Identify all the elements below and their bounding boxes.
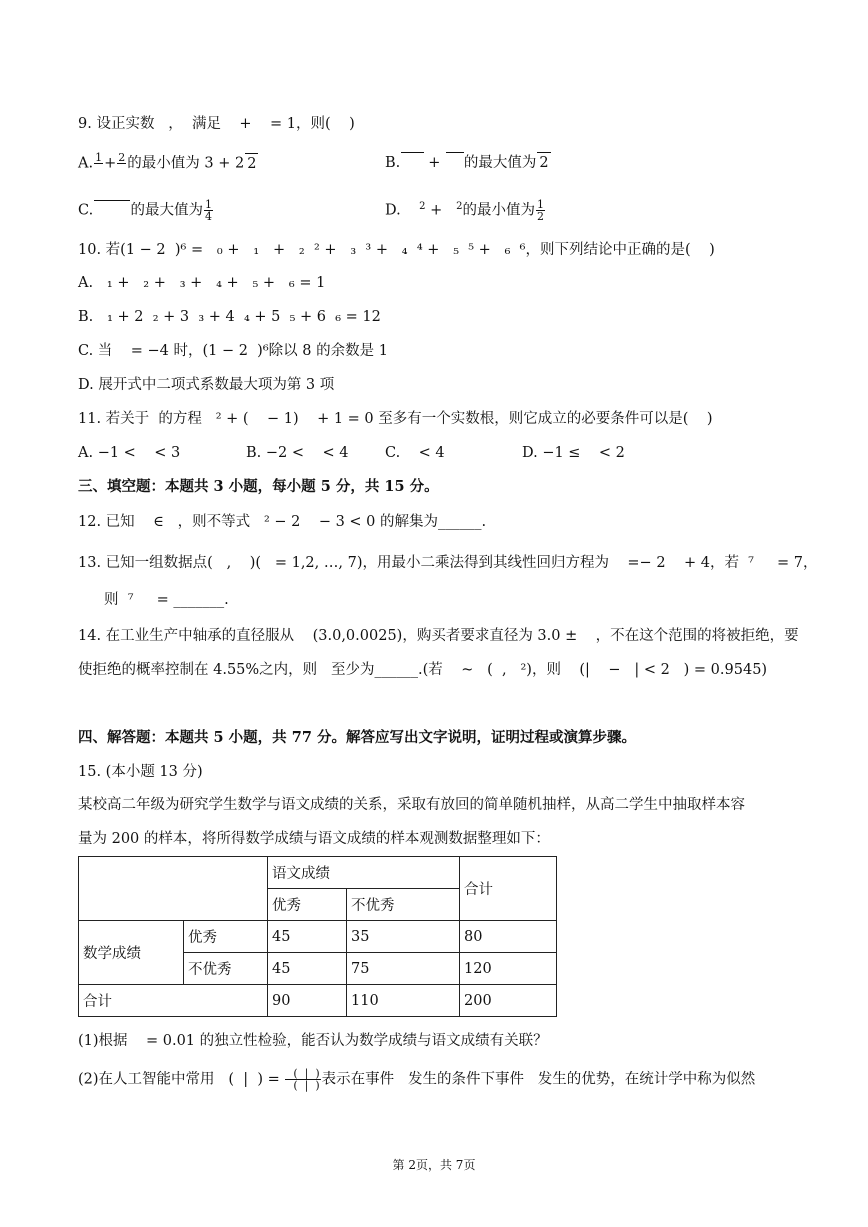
q9-stem: 9. 设正实数 ， 满足 + = 1，则( ) bbox=[78, 116, 355, 132]
sqrt-symbol bbox=[446, 152, 464, 173]
row-label-not-excellent: 不优秀 bbox=[184, 953, 268, 985]
option-label: D. bbox=[385, 202, 420, 219]
table-cell: 80 bbox=[460, 921, 557, 953]
option-text: + bbox=[423, 155, 446, 171]
option-label: A. bbox=[78, 155, 94, 172]
fraction-1-over: 1 bbox=[95, 151, 103, 164]
option-text: 的最小值为 bbox=[462, 202, 535, 219]
row-label-excellent: 优秀 bbox=[184, 921, 268, 953]
q10-stem: 10. 若(1 − 2 )⁶ = ₀ + ₁ + ₂ ² + ₃ ³ + ₄ ⁴ + ₅ ⁵ + ₆ ⁶，则下列结论中正确的是( ) bbox=[78, 242, 715, 258]
option-text: 的最大值为 bbox=[463, 155, 537, 171]
q15-part-2 bbox=[78, 1068, 755, 1091]
table-row bbox=[79, 985, 557, 1017]
q9-option-d: D. $^2$ + $^2$的最小值为 $\frac{1}{2}$ bbox=[385, 198, 544, 223]
q11-option-c: C. < 4 bbox=[385, 445, 445, 461]
fraction-1-4: $\frac{1}{4}$ bbox=[204, 198, 212, 223]
header-chinese-score: 语文成绩 bbox=[268, 857, 460, 889]
table-corner-cell bbox=[79, 857, 268, 921]
table-cell: 200 bbox=[460, 985, 557, 1017]
fraction-2-over: 2 bbox=[118, 151, 126, 164]
table-cell: 45 bbox=[268, 921, 347, 953]
table-cell: 110 bbox=[347, 985, 460, 1017]
fraction-numerator: ( | ) bbox=[286, 1067, 320, 1080]
contingency-table bbox=[78, 856, 557, 1017]
q11-option-a: A. −1 < < 3 bbox=[78, 445, 181, 461]
option-text: 的最大值为 bbox=[130, 202, 203, 219]
q15-paragraph-2: 量为 200 的样本，将所得数学成绩与语文成绩的样本观测数据整理如下： bbox=[78, 831, 550, 847]
q10-option-a: A. ₁ + ₂ + ₃ + ₄ + ₅ + ₆ = 1 bbox=[78, 275, 326, 291]
q10-option-c: C. 当 = −4 时，(1 − 2 )⁶除以 8 的余数是 1 bbox=[78, 343, 388, 359]
q10-option-b: B. ₁ + 2 ₂ + 3 ₃ + 4 ₄ + 5 ₅ + 6 ₆ = 12 bbox=[78, 309, 381, 325]
q15-paragraph-1: 某校高二年级为研究学生数学与语文成绩的关系，采取有放回的简单随机抽样，从高二学生中抽取样本容 bbox=[78, 797, 745, 813]
table-cell: 75 bbox=[347, 953, 460, 985]
q14-line1: 14. 在工业生产中轴承的直径服从 (3.0,0.0025)，购买者要求直径为 3.0 ± ，不在这个范围的将被拒绝，要 bbox=[78, 628, 799, 644]
q11-stem: 11. 若关于 的方程 ² + ( − 1) + 1 = 0 至多有一个实数根，则它成立的必要条件可以是( ) bbox=[78, 411, 713, 427]
option-text: + bbox=[425, 202, 457, 219]
q15-heading: 15. (本小题 13 分) bbox=[78, 764, 203, 780]
header-total: 合计 bbox=[460, 857, 557, 921]
fraction-1-2: $\frac{1}{2}$ bbox=[537, 198, 544, 223]
header-not-excellent: 不优秀 bbox=[347, 889, 460, 921]
section-3-heading: 三、填空题：本题共 3 小题，每小题 5 分，共 15 分。 bbox=[78, 478, 439, 495]
option-label: C. bbox=[78, 202, 94, 219]
table-cell: 35 bbox=[347, 921, 460, 953]
sqrt-symbol bbox=[401, 152, 423, 173]
q9-option-a: A. 1 + 2 的最小值为 3 + 2 2 bbox=[78, 152, 258, 175]
q14-line2: 使拒绝的概率控制在 4.55%之内，则 至少为______.(若 ~ ( , ²)，则 (| − | < 2 ) = 0.9545) bbox=[78, 662, 768, 678]
sqrt-symbol bbox=[94, 200, 130, 221]
option-text: 的最小值为 3 + 2 bbox=[127, 155, 245, 172]
q13-line2: 则 ⁷ = _______. bbox=[104, 592, 229, 608]
q15-part-1: (1)根据 = 0.01 的独立性检验，能否认为数学成绩与语文成绩有关联？ bbox=[78, 1033, 548, 1049]
table-row bbox=[79, 921, 557, 953]
sqrt-symbol: 2 bbox=[537, 152, 550, 173]
q15-part-2-suffix: 表示在事件 发生的条件下事件 发生的优势，在统计学中称为似然 bbox=[321, 1071, 756, 1088]
page-footer: 第 2页，共 7页 bbox=[392, 1158, 476, 1172]
row-label-total: 合计 bbox=[79, 985, 268, 1017]
q10-option-d: D. 展开式中二项式系数最大项为第 3 项 bbox=[78, 377, 335, 393]
q13-line1: 13. 已知一组数据点( , )( = 1,2, …, 7)，用最小二乘法得到其线性回归方程为 =− 2 + 4，若 ⁷ = 7， bbox=[78, 555, 818, 571]
q9-option-c bbox=[78, 199, 214, 222]
option-label: B. bbox=[385, 155, 401, 171]
q15-part-2-prefix: (2)在人工智能中常用 ( | ) = bbox=[78, 1071, 285, 1088]
table-cell: 90 bbox=[268, 985, 347, 1017]
odds-ratio-fraction bbox=[285, 1068, 320, 1091]
row-math-score: 数学成绩 bbox=[79, 921, 184, 985]
q11-option-b: B. −2 < < 4 bbox=[246, 445, 349, 461]
q11-option-d: D. −1 ≤ < 2 bbox=[522, 445, 625, 461]
table-cell: 120 bbox=[460, 953, 557, 985]
sqrt-symbol: 2 bbox=[245, 153, 258, 174]
q12: 12. 已知 ∈ ，则不等式 ² − 2 − 3 < 0 的解集为______. bbox=[78, 514, 487, 530]
table-cell: 45 bbox=[268, 953, 347, 985]
q9-option-b bbox=[385, 152, 551, 173]
header-excellent: 优秀 bbox=[268, 889, 347, 921]
section-4-heading: 四、解答题：本题共 5 小题，共 77 分。解答应写出文字说明，证明过程或演算步骤。 bbox=[78, 729, 636, 746]
fraction-denominator: ( | ) bbox=[286, 1079, 320, 1092]
